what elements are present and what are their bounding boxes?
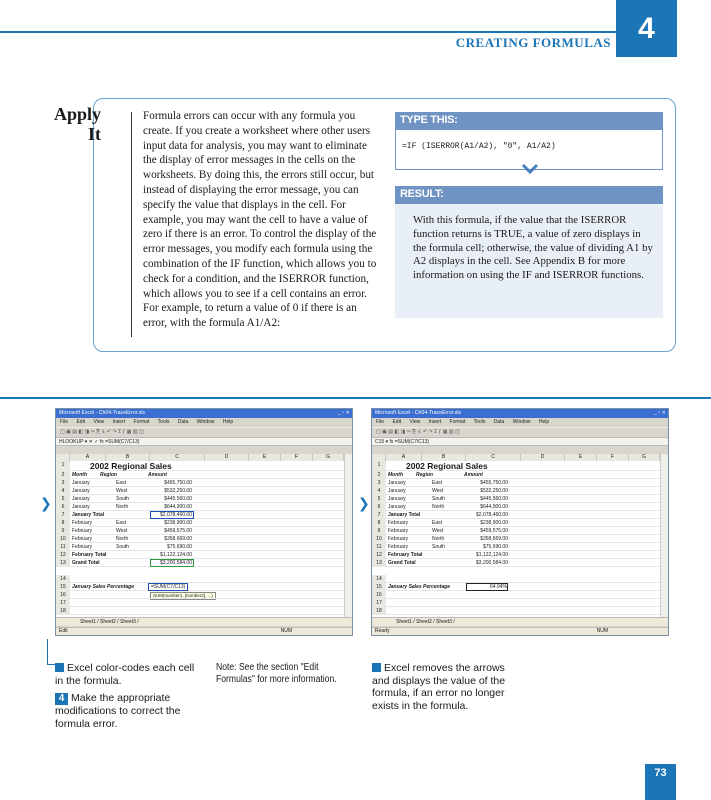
table-row: 1 2002 Regional Sales (56, 461, 344, 471)
row-number[interactable]: 12 (372, 551, 386, 559)
caption-right-1: Excel removes the arrows and displays the value of the formula, if an error no longer exists in the formula. (372, 662, 506, 712)
formula-input[interactable]: =SUM(C7/C13) (394, 439, 430, 445)
table-cell[interactable]: January Total (388, 512, 421, 518)
vertical-scrollbar[interactable] (344, 454, 352, 618)
table-cell[interactable]: February Total (388, 552, 423, 558)
type-this-code: =IF (ISERROR(A1/A2), "0", A1/A2) (395, 130, 663, 170)
caption-right (372, 662, 522, 712)
table-cell[interactable]: February (388, 520, 409, 526)
window-controls-icon[interactable]: _ ▫ ✕ (654, 410, 666, 416)
table-cell[interactable]: $2,078,460.00 (476, 512, 508, 518)
table-cell[interactable]: $532,250.00 (164, 488, 192, 494)
table-cell[interactable]: East (432, 520, 443, 526)
menu-insert[interactable]: Insert (428, 419, 442, 425)
table-cell[interactable]: West (116, 488, 128, 494)
table-cell[interactable]: East (432, 480, 443, 486)
table-cell[interactable]: $3,200,584.00 (160, 560, 192, 566)
caption-left (55, 662, 195, 730)
row-number[interactable]: 3 (372, 479, 386, 487)
menu-file[interactable]: File (60, 419, 69, 425)
menu-edit[interactable]: Edit (76, 419, 86, 425)
caption-bracket (47, 639, 55, 665)
row-number[interactable]: 4 (372, 487, 386, 495)
table-cell[interactable]: January (388, 480, 406, 486)
page-number: 73 (645, 764, 676, 800)
table-row (56, 559, 344, 567)
table-row (372, 503, 660, 511)
table-cell[interactable]: February (388, 536, 409, 542)
bullet-square-icon (372, 663, 381, 672)
excel-menubar (56, 418, 352, 427)
column-header[interactable]: B (422, 454, 466, 461)
table-cell[interactable]: West (432, 528, 444, 534)
table-row: 2 Month Region Amount (56, 471, 344, 479)
row-number[interactable]: 9 (56, 527, 70, 535)
table-row (372, 495, 660, 503)
window-controls-icon[interactable]: _ ▫ ✕ (338, 410, 350, 416)
column-header[interactable]: E (249, 454, 281, 461)
excel-window-title: Microsoft Excel - Ch04-TraceError.xls (59, 410, 145, 416)
table-cell[interactable]: North (116, 504, 129, 510)
table-cell[interactable]: West (432, 488, 444, 494)
caption-left-1: Excel color-codes each cell in the formula. (55, 662, 195, 687)
excel-titlebar (372, 409, 668, 418)
sheet-tabs[interactable]: Sheet1 / Sheet2 / Sheet3 / (372, 617, 668, 626)
table-row (56, 535, 344, 543)
vertical-scrollbar[interactable] (660, 454, 668, 618)
row-number[interactable]: 7 (372, 511, 386, 519)
formula-bar (372, 437, 668, 446)
excel-toolbar[interactable]: ▢ ▣ ▤ ◧ ◨ ✂ ⎘ ⎀ ↶ ↷ Σ ƒ ▦ ▥ ◫ (372, 427, 668, 437)
table-row (372, 511, 660, 519)
menu-format[interactable]: Format (449, 419, 466, 425)
row-number[interactable]: 7 (56, 511, 70, 519)
table-cell[interactable]: $1,122,124.00 (476, 552, 508, 558)
menu-help[interactable]: Help (222, 419, 234, 425)
table-row (56, 495, 344, 503)
row-number[interactable]: 11 (372, 543, 386, 551)
caption-note: Note: See the section "Edit Formulas" for more information. (216, 662, 337, 685)
column-header[interactable]: E (565, 454, 597, 461)
status-text: Edit (59, 628, 68, 634)
table-cell[interactable]: West (116, 528, 128, 534)
excel-menubar (372, 418, 668, 427)
table-row: 1 2002 Regional Sales (372, 461, 660, 471)
column-header[interactable]: A (386, 454, 422, 461)
chapter-title: CREATING FORMULAS (455, 35, 611, 50)
table-row (56, 519, 344, 527)
table-cell[interactable]: January Total (72, 512, 105, 518)
status-num: NUM (596, 628, 608, 634)
menu-file[interactable]: File (376, 419, 385, 425)
range-highlight-c13 (150, 559, 194, 567)
chevron-right-icon: ❯ (358, 496, 370, 512)
menu-view[interactable]: View (409, 419, 421, 425)
table-row (56, 503, 344, 511)
excel-screenshot-left (55, 408, 353, 636)
type-this-panel (395, 112, 663, 170)
apply-it-title-line2: It (88, 124, 101, 144)
table-cell[interactable]: South (432, 544, 446, 550)
table-cell[interactable]: $358,669.00 (164, 536, 192, 542)
active-cell[interactable]: 64.94% (466, 583, 508, 591)
column-header[interactable]: F (281, 454, 313, 461)
function-tooltip: SUM(number1, [number2], ...) (150, 592, 216, 600)
column-header[interactable]: G (313, 454, 344, 461)
table-row: 15 January Sales Percentage 64.94% (372, 583, 660, 591)
column-header[interactable]: D (521, 454, 565, 461)
sheet-title: 2002 Regional Sales (406, 461, 488, 471)
excel-window-title: Microsoft Excel - Ch04-TraceError.xls (375, 410, 461, 416)
table-cell[interactable]: $644,900.00 (480, 504, 508, 510)
table-cell[interactable]: Grand Total (72, 560, 100, 566)
table-cell[interactable]: January (72, 480, 90, 486)
status-text: Ready (375, 628, 390, 634)
table-cell[interactable]: $75,690.00 (166, 544, 192, 550)
type-this-label: TYPE THIS: (395, 112, 663, 130)
sheet-tabs[interactable]: Sheet1 / Sheet2 / Sheet3 / (56, 617, 352, 626)
row-number[interactable]: 5 (372, 495, 386, 503)
section-rule (0, 397, 711, 399)
table-cell[interactable]: January (72, 488, 90, 494)
name-box[interactable]: HLOOKUP (59, 439, 84, 445)
row-number[interactable]: 13 (372, 559, 386, 567)
table-cell[interactable]: $445,560.00 (480, 496, 508, 502)
column-header[interactable]: C (150, 454, 205, 461)
table-cell[interactable]: $75,690.00 (482, 544, 508, 550)
table-cell[interactable]: $1,122,124.00 (160, 552, 192, 558)
menu-window[interactable]: Window (512, 419, 531, 425)
column-header[interactable]: B (106, 454, 150, 461)
chevron-right-icon: ❯ (40, 496, 52, 512)
chevron-down-icon (521, 163, 539, 175)
menu-format[interactable]: Format (133, 419, 150, 425)
menu-view[interactable]: View (93, 419, 105, 425)
bullet-square-icon (55, 663, 64, 672)
table-row (56, 479, 344, 487)
range-highlight-c7 (150, 511, 194, 519)
table-row (372, 551, 660, 559)
formula-input[interactable]: =SUM(C7/C13) (105, 439, 140, 445)
row-number[interactable]: 4 (56, 487, 70, 495)
table-row (56, 551, 344, 559)
menu-tools[interactable]: Tools (157, 419, 170, 425)
apply-it-body: Formula errors can occur with any formula you create. If you create a worksheet where other users input data for analysis, you may want to eliminate the display of error messages in the cells on the worksheets. By doing this, the errors still occur, but instead of displaying the error message, you can specify the value that displays in the cell. For example, you may want the cell to have a value of zero if there is an error. To control the display of the error messages, you modify each formula using the combination of the IF function, which allows you to check for a condition, and the ISERROR function, which allows you to see if a cell contains an error. For example, to return a value of 0 if there is an error, with the formula A1/A2: (143, 110, 377, 330)
row-number[interactable]: 11 (56, 543, 70, 551)
table-row (372, 519, 660, 527)
active-cell[interactable]: =SUM(C7/C13) (148, 583, 188, 591)
table-row (372, 479, 660, 487)
table-row (56, 487, 344, 495)
row-number[interactable]: 10 (56, 535, 70, 543)
table-row (372, 559, 660, 567)
excel-toolbar[interactable]: ▢ ▣ ▤ ◧ ◨ ✂ ⎘ ⎀ ↶ ↷ Σ ƒ ▦ ▥ ◫ (56, 427, 352, 437)
worksheet-grid[interactable]: A B C D E F G 1 2002 Regional Sales 2 Month Region Amount 3 January East $455,750.00 4 January West $532,250.00 5 January South $445,560.00 6 January North $644,900.00 7 January Total $2,078,460.00 8 February East $238,900.00 9 February West $459,575.00 10 February North $358,669.00 11 February South $75,690.00 12 February Total $1,122,124.00 13 Grand Total $3,200,584.00 14 15 January Sales Percentage 64.94% 16 17 18 (372, 454, 668, 618)
table-row (372, 527, 660, 535)
result-label: RESULT: (395, 186, 663, 204)
column-header[interactable]: C (466, 454, 521, 461)
table-cell[interactable]: $445,560.00 (164, 496, 192, 502)
table-cell[interactable]: North (432, 536, 445, 542)
menu-help[interactable]: Help (538, 419, 550, 425)
table-cell[interactable]: South (432, 496, 446, 502)
table-cell[interactable]: Grand Total (388, 560, 416, 566)
table-cell[interactable]: February (72, 536, 93, 542)
menu-edit[interactable]: Edit (392, 419, 402, 425)
apply-it-title (54, 104, 101, 144)
row-number[interactable]: 10 (372, 535, 386, 543)
table-cell[interactable]: January (388, 488, 406, 494)
table-cell[interactable]: February (72, 528, 93, 534)
table-cell[interactable]: North (432, 504, 445, 510)
table-cell[interactable]: $455,750.00 (164, 480, 192, 486)
table-cell[interactable]: South (116, 496, 130, 502)
sheet-title: 2002 Regional Sales (90, 461, 172, 471)
column-header[interactable]: F (597, 454, 629, 461)
status-bar (372, 627, 668, 635)
table-row (372, 543, 660, 551)
formula-bar (56, 437, 352, 446)
table-cell[interactable]: January (72, 496, 90, 502)
column-header[interactable]: D (205, 454, 249, 461)
table-cell[interactable]: January (72, 504, 90, 510)
status-num: NUM (280, 628, 292, 634)
status-bar (56, 627, 352, 635)
row-number[interactable]: 9 (372, 527, 386, 535)
menu-data[interactable]: Data (493, 419, 505, 425)
top-rule (0, 31, 616, 33)
caption-left-2: Make the appropriate modifications to correct the formula error. (55, 692, 181, 730)
table-cell[interactable]: North (116, 536, 129, 542)
row-number[interactable]: 8 (372, 519, 386, 527)
apply-it-divider (131, 112, 132, 337)
fx-icon: ▾ ✕ ✓ fx (84, 439, 106, 445)
table-row (56, 511, 344, 519)
apply-it-title-line1: Apply (54, 104, 102, 124)
table-cell[interactable]: $459,575.00 (480, 528, 508, 534)
excel-screenshot-right (371, 408, 669, 636)
worksheet-grid[interactable]: A B C D E F G 1 2002 Regional Sales 2 Month Region Amount 3 January East $455,750.00 4 January West $532,250.00 5 January South $445,560.00 6 January North $644,900.00 7 January Total $2,078,460.00 8 February East $238,900.00 9 February West $459,575.00 10 February North $358,669.00 11 February South $75,690.00 12 February Total $1,122,124.00 13 Grand Total $3,200,584.00 14 15 January Sales Percentage =SUM(C7/C13) SUM(number1, [number2], ...) 16 17 18 (56, 454, 352, 618)
table-cell[interactable]: February (72, 544, 93, 550)
table-cell[interactable]: $455,750.00 (480, 480, 508, 486)
menu-insert[interactable]: Insert (112, 419, 126, 425)
table-cell[interactable]: February (388, 544, 409, 550)
menu-window[interactable]: Window (196, 419, 215, 425)
chapter-number-tab: 4 (616, 0, 677, 57)
table-row (56, 543, 344, 551)
table-cell[interactable]: $3,200,584.00 (476, 560, 508, 566)
row-number[interactable]: 6 (56, 503, 70, 511)
table-cell[interactable]: East (116, 480, 127, 486)
row-number[interactable]: 12 (56, 551, 70, 559)
menu-tools[interactable]: Tools (473, 419, 486, 425)
table-cell[interactable]: February (72, 520, 93, 526)
row-number[interactable]: 3 (56, 479, 70, 487)
table-cell[interactable]: February Total (72, 552, 107, 558)
result-text: With this formula, if the value that the ISERROR function returns is TRUE, a value of zero displays in the formula cell; otherwise, the value of dividing A1 by A2 displays in the cell. See Appendix B for more information on using the IF and ISERROR functions. (395, 204, 663, 318)
column-header[interactable]: G (629, 454, 660, 461)
table-row (372, 535, 660, 543)
table-cell[interactable]: $238,900.00 (164, 520, 192, 526)
table-cell[interactable]: $238,900.00 (480, 520, 508, 526)
table-cell[interactable]: South (116, 544, 130, 550)
table-cell[interactable]: $644,900.00 (164, 504, 192, 510)
table-cell[interactable]: $2,078,460.00 (160, 512, 192, 518)
row-number[interactable]: 5 (56, 495, 70, 503)
table-row: 15 January Sales Percentage =SUM(C7/C13) (56, 583, 344, 591)
table-cell[interactable]: February (388, 528, 409, 534)
table-row (372, 487, 660, 495)
menu-data[interactable]: Data (177, 419, 189, 425)
result-panel (395, 186, 663, 318)
excel-titlebar (56, 409, 352, 418)
table-cell[interactable]: January (388, 504, 406, 510)
name-box[interactable]: C15 (375, 439, 385, 445)
row-number[interactable]: 8 (56, 519, 70, 527)
table-cell[interactable]: $358,669.00 (480, 536, 508, 542)
row-number[interactable]: 13 (56, 559, 70, 567)
table-cell[interactable]: East (116, 520, 127, 526)
table-cell[interactable]: $459,575.00 (164, 528, 192, 534)
fx-icon: ▾ fx (385, 439, 395, 445)
table-cell[interactable]: $532,250.00 (480, 488, 508, 494)
step-number: 4 (55, 693, 68, 705)
table-row (56, 527, 344, 535)
table-row: 2 Month Region Amount (372, 471, 660, 479)
table-cell[interactable]: January (388, 496, 406, 502)
row-number[interactable]: 6 (372, 503, 386, 511)
column-header[interactable]: A (70, 454, 106, 461)
